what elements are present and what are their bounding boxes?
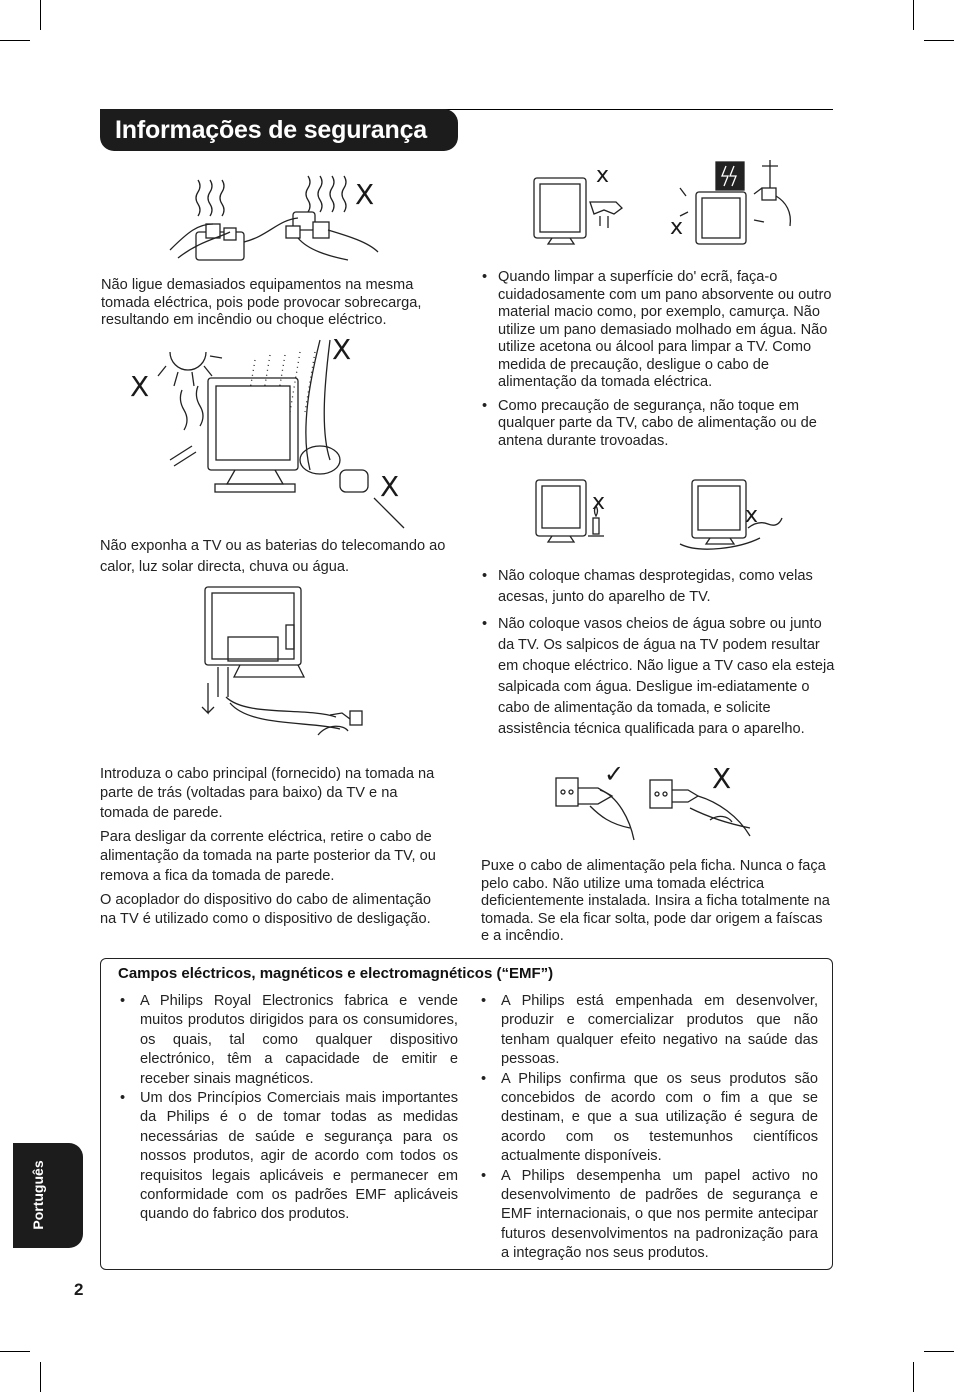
- list-item: • Não coloque vasos cheios de água sobre ou junto da TV. Os salpicos de água na TV podem resultar em choque eléctrico. Não ligue a TV caso ela esteja salpicada com água. Desligue im-ediatamente o cabo de alimentação da tomada, e solicite assistência técnica qualificada para o aparelho.: [480, 614, 835, 740]
- list-item: • A Philips desempenha um papel activo no desenvolvimento de padrões de segurança e EMF internacionais, o que nos permite antecipar futuros desenvolvimentos na padronização para a integração nos seus produtos.: [479, 1167, 818, 1264]
- language-tab-label: Português: [30, 1160, 46, 1230]
- crop-mark: [913, 0, 914, 30]
- crop-mark: [0, 1351, 30, 1352]
- emf-right-column: [479, 992, 818, 1264]
- crop-mark: [40, 0, 41, 30]
- tv-exposure-illustration: [160, 340, 410, 530]
- paragraph-disconnect: Para desligar da corrente eléctrica, retire o cabo de alimentação da tomada na parte posterior da TV, ou remova a fica da tomada de parede.: [100, 829, 436, 884]
- emf-left-column: [118, 992, 458, 1225]
- crop-mark: [913, 1362, 914, 1392]
- cross-mark: x: [745, 503, 759, 528]
- language-tab: [13, 1143, 83, 1248]
- cross-mark: X: [380, 470, 400, 503]
- page-number: 2: [74, 1280, 84, 1299]
- paragraph-coupler: O acoplador do dispositivo do cabo de alimentação na TV é utilizado como o dispositivo de desligação.: [100, 892, 432, 928]
- plug-pulling-illustration: [550, 772, 770, 852]
- list-item: • A Philips está empenhada em desenvolver, produzir e comercializar produtos que não tenham qualquer efeito negativo na saúde das pessoas.: [479, 992, 818, 1070]
- cross-mark: X: [355, 178, 375, 211]
- tv-back-cable-illustration: [200, 585, 370, 745]
- list-item: • Não coloque chamas desprotegidas, como velas acesas, junto do aparelho de TV.: [480, 566, 835, 608]
- list-cleaning-thunderstorm: [480, 269, 835, 456]
- paragraph-plug: Puxe o cabo de alimentação pela ficha. Nunca o faça pelo cabo. Não utilize uma tomada eléctrica deficientemente instalada. Insira a ficha totalmente na tomada. Se ela ficar solta, pode dar origem a faíscas e a incêndio.: [481, 858, 830, 944]
- list-item: • A Philips Royal Electronics fabrica e vende muitos produtos dirigidos para os consumidores, os quais, tal como qualquer dispositivo electrónico, têm a capacidade de emitir e receber sinais magnéticos.: [118, 992, 458, 1089]
- cross-mark: X: [332, 333, 352, 366]
- list-item: • Quando limpar a superfície do' ecrã, faça-o cuidadosamente com um pano absorvente ou outro material macio como, por exemplo, camurça. Não utilize um pano demasiado molhado em água. Não utilize acetona ou álcool para limpar a TV. Como medida de precaução, desligue o cabo de alimentação da tomada eléctrica.: [480, 269, 835, 392]
- crop-mark: [924, 40, 954, 41]
- cross-mark: X: [712, 762, 732, 795]
- list-item: • A Philips confirma que os seus produtos são concebidos de acordo com o fim a que se destinam, e que a sua utilização é segura de acordo com os testemunhos científicos actualmente disponíveis.: [479, 1070, 818, 1167]
- crop-mark: [924, 1351, 954, 1352]
- cross-mark: x: [670, 215, 684, 240]
- cross-mark: x: [596, 163, 610, 188]
- check-mark: ✓: [604, 760, 625, 788]
- page-title: Informações de segurança: [100, 109, 458, 151]
- list-item: • Como precaução de segurança, não toque em qualquer parte da TV, cabo de alimentação ou de antena durante trovoadas.: [480, 398, 835, 451]
- paragraph-socket-overload: Não ligue demasiados equipamentos na mesma tomada eléctrica, pois pode provocar sobrecarga, resultando em incêndio ou choque eléctrico.: [101, 277, 422, 328]
- paragraph-exposure: Não exponha a TV ou as baterias do telecomando ao calor, luz solar directa, chuva ou água.: [100, 538, 446, 575]
- cross-mark: X: [130, 370, 150, 403]
- cleaning-lightning-illustration: [530, 160, 800, 250]
- crop-mark: [40, 1362, 41, 1392]
- emf-title: Campos eléctricos, magnéticos e electromagnéticos (“EMF”): [118, 965, 554, 982]
- paragraph-mains-cable: Introduza o cabo principal (fornecido) na tomada na parte de trás (voltadas para baixo) da TV e na tomada de parede.: [100, 766, 435, 821]
- list-item: • Um dos Princípios Comerciais mais importantes da Philips é o de tomar todas as medidas necessárias de saúde e segurança para os nossos produtos, agir de acordo com todos os requisitos legais aplicáveis e permanecer em conformidade com os padrões EMF aplicáveis quando do fabrico dos produtos.: [118, 1089, 458, 1225]
- list-flames-water: [480, 566, 835, 746]
- crop-mark: [0, 40, 30, 41]
- cross-mark: x: [592, 490, 606, 515]
